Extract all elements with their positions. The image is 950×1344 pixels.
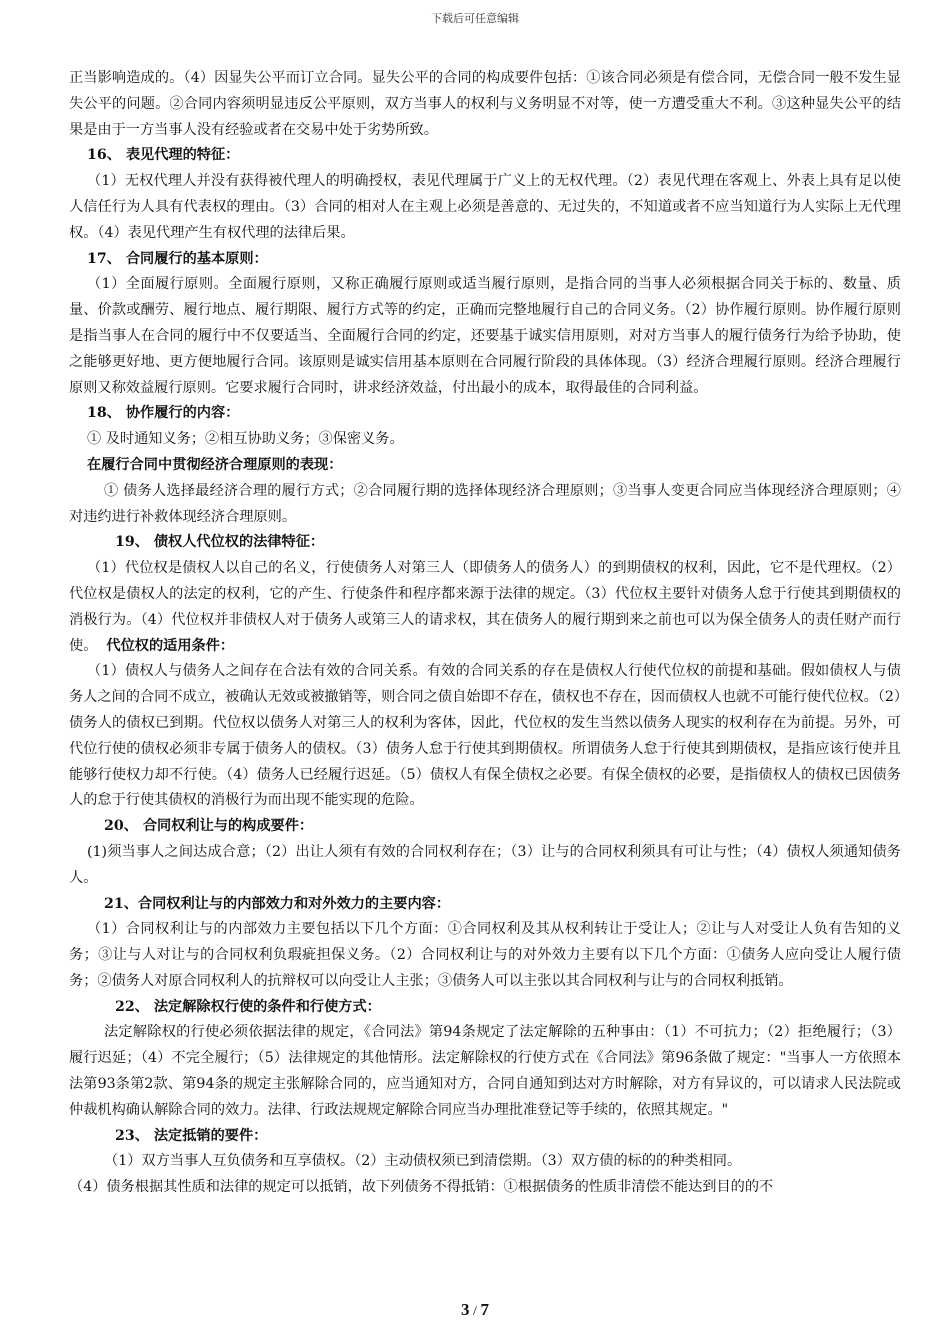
- section-heading-21: 21、合同权利让与的内部效力和对外效力的主要内容：: [104, 895, 451, 912]
- paragraph: （1）债权人与债务人之间存在合法有效的合同关系。有效的合同关系的存在是债权人行使代位权的前提和基础。假如债权人与债务人之间的合同不成立，被确认无效或被撤销等，则合同之债自始即不存在，债权也不存在，因而债权人也就不可能行使代位权。（2）债务人的债权已到期。代位权以债务人对第三人的权利为客体，因此，代位权的发生当然以债务人现实的权利存在为前提。另外，可代位行使的债权必须非专属于债务人的债权。（3）债务人怠于行使其到期债权。所谓债务人怠于行使其到期债权，是指应该行使并且能够行使权力却不行使。（4）债务人已经履行迟延。（5）债权人有保全债权之必要。有保全债权的必要，是指债权人的债权已因债务人的怠于行使其债权的消极行为而出现不能实现的危险。: [69, 663, 901, 809]
- paragraph: 正当影响造成的。（4）因显失公平而订立合同。显失公平的合同的构成要件包括：①该合同必须是有偿合同，无偿合同一般不发生显失公平的问题。②合同内容须明显违反公平原则，双方当事人的权利与义务明显不对等，使一方遭受重大不利。③这种显失公平的结果是由于一方当事人没有经验或者在交易中处于劣势所致。: [69, 70, 901, 138]
- section-heading-20: 20、 合同权利让与的构成要件：: [104, 818, 314, 835]
- paragraph: （1）合同权利让与的内部效力主要包括以下几个方面：①合同权利及其从权利转让于受让人；②让与人对受让人负有告知的义务；③让与人对让与的合同权利负瑕疵担保义务。（2）合同权利让与的对外效力主要有以下几个方面：①债务人应向受让人履行债务；②债务人对原合同权利人的抗辩权可以向受让人主张；③债务人可以主张以其合同权利与让与的合同权利抵销。: [69, 921, 901, 989]
- page-separator: /: [469, 1304, 481, 1319]
- section-heading-17: 17、 合同履行的基本原则：: [87, 250, 268, 267]
- section-heading-19: 19、 债权人代位权的法律特征：: [115, 534, 325, 551]
- paragraph: （1）全面履行原则。全面履行原则，又称正确履行原则或适当履行原则，是指合同的当事人必须根据合同关于标的、数量、质量、价款或酬劳、履行地点、履行期限、履行方式等的约定，正确而完整地履行自己的合同义务。（2）协作履行原则。协作履行原则是指当事人在合同的履行中不仅要适当、全面履行合同的约定，还要基于诚实信用原则，对对方当事人的履行债务行为给予协助，使之能够更好地、更方便地履行合同。该原则是诚实信用基本原则在合同履行阶段的具体体现。（3）经济合理履行原则。经济合理履行原则又称效益履行原则。它要求履行合同时，讲求经济效益，付出最小的成本，取得最佳的合同利益。: [69, 276, 901, 396]
- page-header: 下载后可任意编辑: [431, 12, 519, 25]
- subheading-subrogation-conditions: 代位权的适用条件：: [106, 637, 235, 654]
- total-pages: 7: [480, 1300, 489, 1319]
- section-heading-23: 23、 法定抵销的要件：: [115, 1127, 268, 1144]
- paragraph: （1）双方当事人互负债务和互享债权。（2）主动债权须已到清偿期。（3）双方债的标的的种类相同。: [104, 1153, 742, 1170]
- paragraph: ① 债务人选择最经济合理的履行方式；②合同履行期的选择体现经济合理原则；③当事人变更合同应当体现经济合理原则；④对违约进行补救体现经济合理原则。: [69, 482, 901, 525]
- section-heading-22: 22、 法定解除权行使的条件和行使方式：: [115, 998, 381, 1015]
- paragraph-text: （1）代位权是债权人以自己的名义，行使债务人对第三人（即债务人的债务人）的到期债权的权利，因此，它不是代理权。（2）代位权是债权人的法定的权利，它的产生、行使条件和程序都来源于法律的规定。（3）代位权主要针对债务人怠于行使其到期债权的消极行为。（4）代位权并非债权人对于债务人或第三人的请求权，其在债务人的履行期到来之前也可以为保全债务人的责任财产而行使。: [69, 560, 901, 654]
- subheading-economic-principle: 在履行合同中贯彻经济合理原则的表现：: [87, 456, 343, 473]
- paragraph: [69, 556, 901, 659]
- paragraph: （1）无权代理人并没有获得被代理人的明确授权，表见代理属于广义上的无权代理。（2）表见代理在客观上、外表上具有足以使人信任行为人具有代表权的理由。（3）合同的相对人在主观上必须是善意的、无过失的，不知道或者不应当知道行为人实际上无代理权。（4）表见代理产生有权代理的法律后果。: [69, 173, 901, 241]
- paragraph: (1)须当事人之间达成合意；（2）出让人须有有效的合同权利存在；（3）让与的合同权利须具有可让与性；（4）债权人须通知债务人。: [69, 843, 901, 886]
- paragraph: ① 及时通知义务；②相互协助义务；③保密义务。: [87, 431, 404, 448]
- page-number: [0, 1300, 950, 1320]
- paragraph: 法定解除权的行使必须依据法律的规定，《合同法》第94条规定了法定解除的五种事由：（1）不可抗力；（2）拒绝履行；（3）履行迟延；（4）不完全履行；（5）法律规定的其他情形。法定解除权的行使方式在《合同法》第96条做了规定："当事人一方依照本法第93条第2款、第94条的规定主张解除合同的，应当通知对方，合同自通知到达对方时解除，对方有异议的，可以请求人民法院或仲裁机构确认解除合同的效力。法律、行政法规规定解除合同应当办理批准登记等手续的，依照其规定。": [69, 1024, 901, 1118]
- section-heading-18: 18、 协作履行的内容：: [87, 405, 240, 422]
- section-heading-16: 16、 表见代理的特征：: [87, 147, 240, 164]
- document-body: [69, 66, 901, 1201]
- current-page: 3: [461, 1300, 470, 1319]
- paragraph: （4）债务根据其性质和法律的规定可以抵销，故下列债务不得抵销：①根据债务的性质非清偿不能达到目的的不: [69, 1179, 774, 1196]
